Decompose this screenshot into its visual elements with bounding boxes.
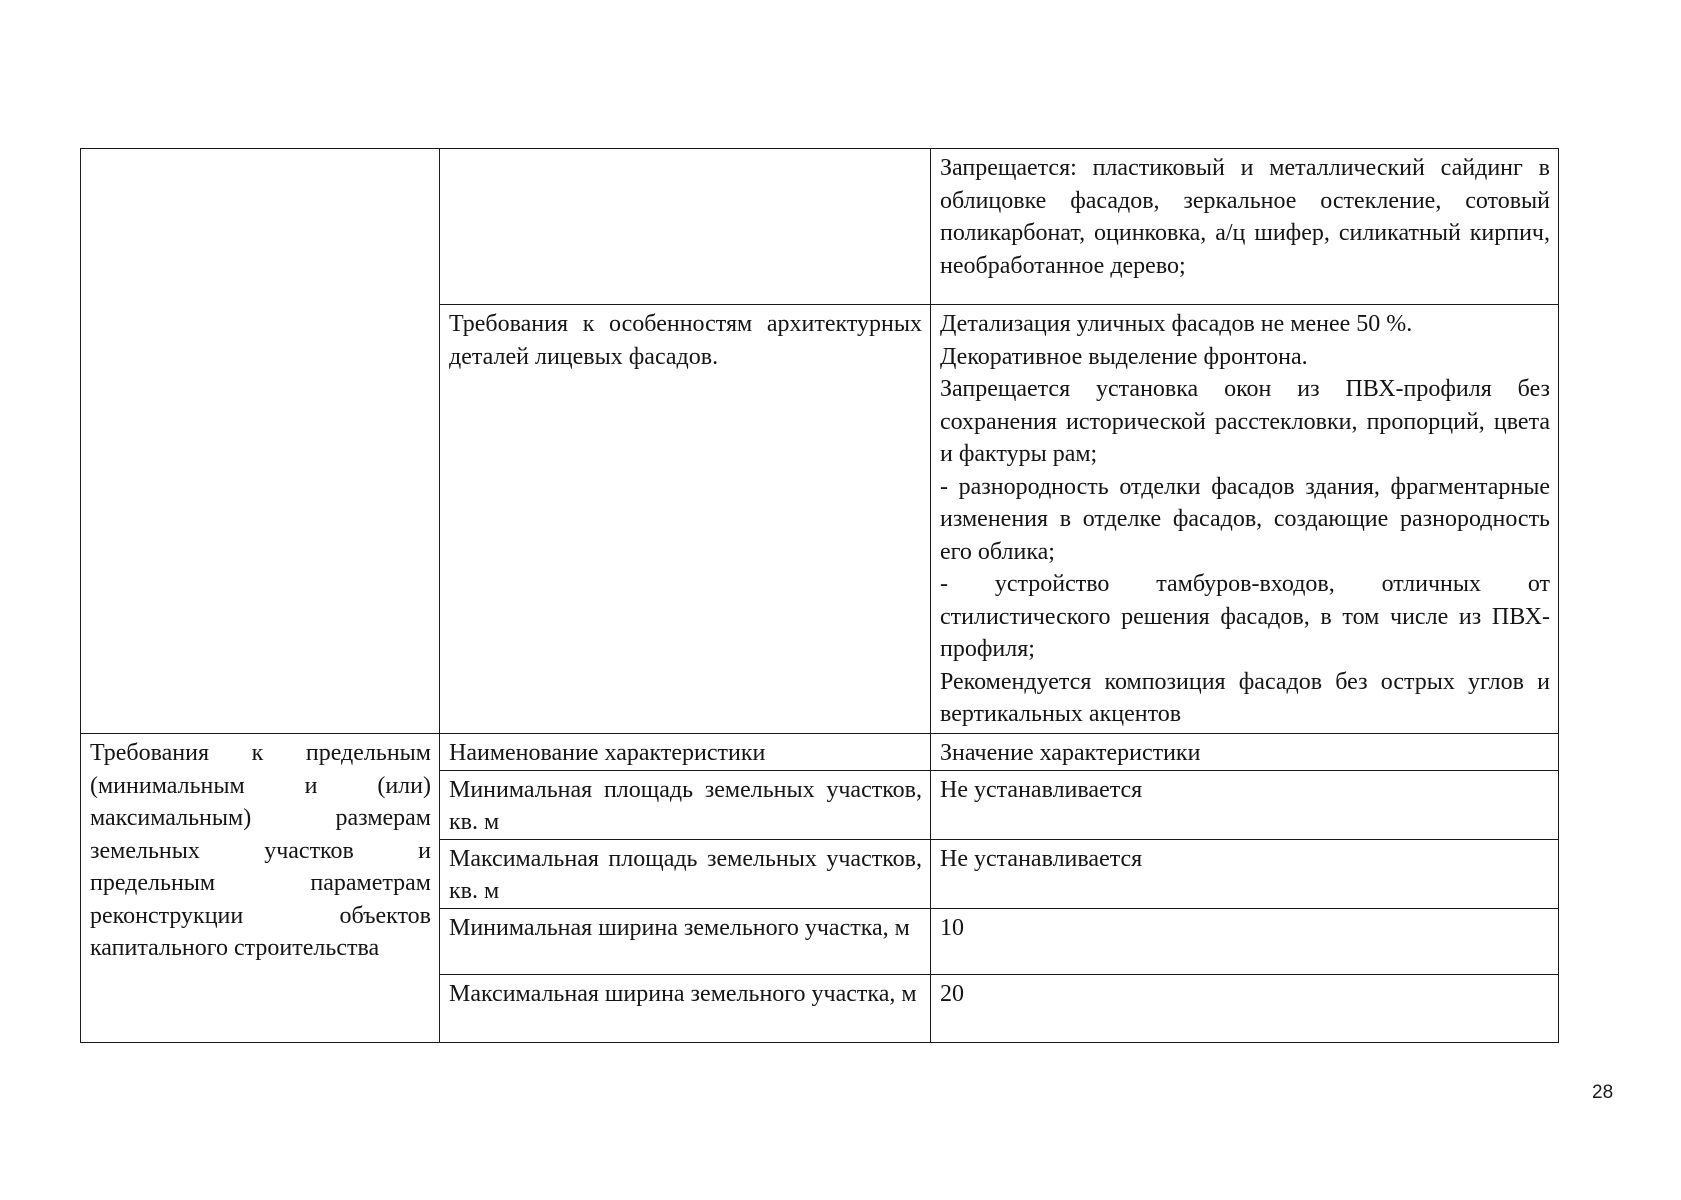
characteristic-name-cell (440, 770, 931, 839)
vestibule-text: - устройство тамбуров-входов, отличных от стилистического решения фасадов, в том числе из ПВХ-профиля; (940, 571, 1550, 662)
table-row-materials (81, 149, 1559, 305)
characteristic-name: Максимальная ширина земельного участка, м (449, 980, 917, 1007)
characteristic-value: 20 (940, 980, 964, 1007)
architectural-requirements-label-cell (440, 305, 931, 734)
architectural-requirements-label: Требования к особенностям архитектурных деталей лицевых фасадов. (449, 311, 922, 370)
facade-detailing-text: Детализация уличных фасадов не менее 50 %. (940, 311, 1413, 337)
characteristic-name-cell (440, 908, 931, 974)
limits-section-title-cell (81, 734, 440, 1043)
empty-cell (81, 149, 440, 734)
limits-section-title: Требования к предельным (минимальным и (или) максимальным) размерам земельных участков и предельным параметрам реконструкции объектов капитального строительства (90, 740, 431, 961)
characteristic-name: Максимальная площадь земельных участков, кв. м (449, 845, 922, 904)
characteristic-name-cell (440, 974, 931, 1042)
architectural-requirements-value-cell (931, 305, 1559, 734)
finish-heterogeneity-text: - разнородность отделки фасадов здания, фрагментарные изменения в отделке фасадов, создающие разнородность его облика; (940, 473, 1550, 565)
characteristic-name-cell (440, 839, 931, 908)
table-row-limits-header (81, 734, 1559, 771)
characteristic-value-header (931, 734, 1559, 771)
characteristic-value-cell (931, 908, 1559, 974)
characteristic-name-header (440, 734, 931, 771)
characteristic-value: Не устанавливается (940, 776, 1143, 803)
characteristic-name-header-text: Наименование характеристики (449, 740, 766, 766)
characteristic-value-cell (931, 839, 1559, 908)
pediment-text: Декоративное выделение фронтона. (940, 343, 1308, 370)
empty-cell (440, 149, 931, 305)
characteristic-value-cell (931, 974, 1559, 1042)
characteristic-name: Минимальная ширина земельного участка, м (449, 914, 910, 941)
characteristic-value: 10 (940, 914, 964, 941)
characteristic-value: Не устанавливается (940, 845, 1143, 872)
materials-restriction-text: Запрещается: пластиковый и металлический сайдинг в облицовке фасадов, зеркальное остекление, сотовый поликарбонат, оцинковка, а/ц шифер, силикатный кирпич, необработанное дерево; (940, 155, 1550, 279)
characteristic-value-cell (931, 770, 1559, 839)
page-number: 28 (1592, 1082, 1614, 1103)
regulations-table (80, 148, 1559, 1043)
pvc-windows-text: Запрещается установка окон из ПВХ-профиля без сохранения исторической расстекловки, пропорций, цвета и фактуры рам; (940, 376, 1550, 467)
materials-restriction-cell (931, 149, 1559, 305)
composition-recommendation-text: Рекомендуется композиция фасадов без острых углов и вертикальных акцентов (940, 668, 1550, 727)
characteristic-name: Минимальная площадь земельных участков, кв. м (449, 776, 922, 835)
characteristic-value-header-text: Значение характеристики (940, 740, 1201, 766)
